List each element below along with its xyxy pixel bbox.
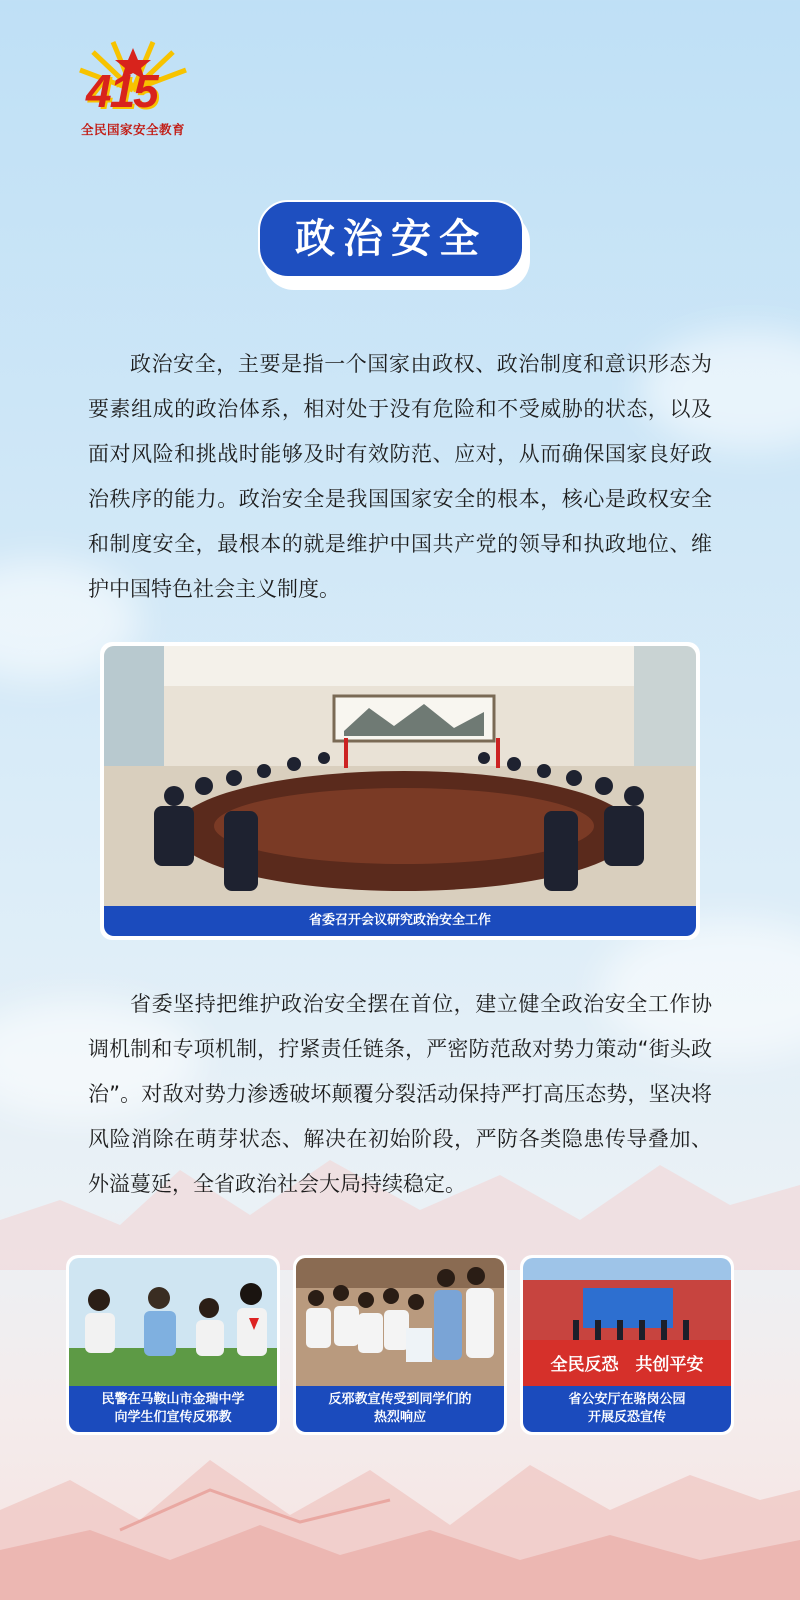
photo-caption-school (69, 1386, 277, 1432)
meeting-photo (104, 646, 696, 906)
main-photo-card (100, 642, 700, 940)
title-text: 政治安全 (258, 200, 524, 278)
students-crowd-illustration (296, 1258, 504, 1386)
caption-line: 热烈响应 (373, 1410, 426, 1425)
photo-card-school (66, 1255, 280, 1435)
logo-number: 415 (86, 65, 157, 117)
logo-subtitle: 全民国家安全教育 (80, 122, 185, 137)
great-wall-mountain-background (0, 1430, 800, 1600)
caption-line: 民警在马鞍山市金瑞中学 (101, 1392, 245, 1407)
police-students-illustration (69, 1258, 277, 1386)
photo-card-park (520, 1255, 734, 1435)
page-title (258, 200, 530, 290)
main-photo-caption: 省委召开会议研究政治安全工作 (104, 906, 696, 936)
caption-line: 反邪教宣传受到同学们的 (328, 1392, 472, 1407)
conference-room-illustration (104, 646, 696, 906)
banner-text: 全民反恐 共创平安 (550, 1355, 704, 1375)
anti-terror-event-illustration (523, 1258, 731, 1386)
intro-paragraph: 政治安全，主要是指一个国家由政权、政治制度和意识形态为要素组成的政治体系，相对处于没有危险和不受威胁的状态，以及面对风险和挑战时能够及时有效防范、应对，从而确保国家良好政治秩序的能力。政治安全是我国国家安全的根本，核心是政权安全和制度安全，最根本的就是维护中国共产党的领导和执政地位、维护中国特色社会主义制度。 (88, 352, 712, 601)
students-photo (296, 1258, 504, 1386)
caption-line: 向学生们宣传反邪教 (114, 1410, 232, 1425)
park-event-photo (523, 1258, 731, 1386)
national-security-education-logo (68, 40, 198, 140)
caption-line: 开展反恐宣传 (587, 1410, 666, 1425)
caption-line: 省公安厅在骆岗公园 (568, 1392, 686, 1407)
photo-card-students (293, 1255, 507, 1435)
photo-caption-park (523, 1386, 731, 1432)
policy-paragraph: 省委坚持把维护政治安全摆在首位，建立健全政治安全工作协调机制和专项机制，拧紧责任链条，严密防范敌对势力策动“街头政治”。对敌对势力渗透破坏颠覆分裂活动保持严打高压态势，坚决将风险消除在萌芽状态、解决在初始阶段，严防各类隐患传导叠加、外溢蔓延，全省政治社会大局持续稳定。 (88, 992, 712, 1196)
school-photo (69, 1258, 277, 1386)
photo-caption-students (296, 1386, 504, 1432)
